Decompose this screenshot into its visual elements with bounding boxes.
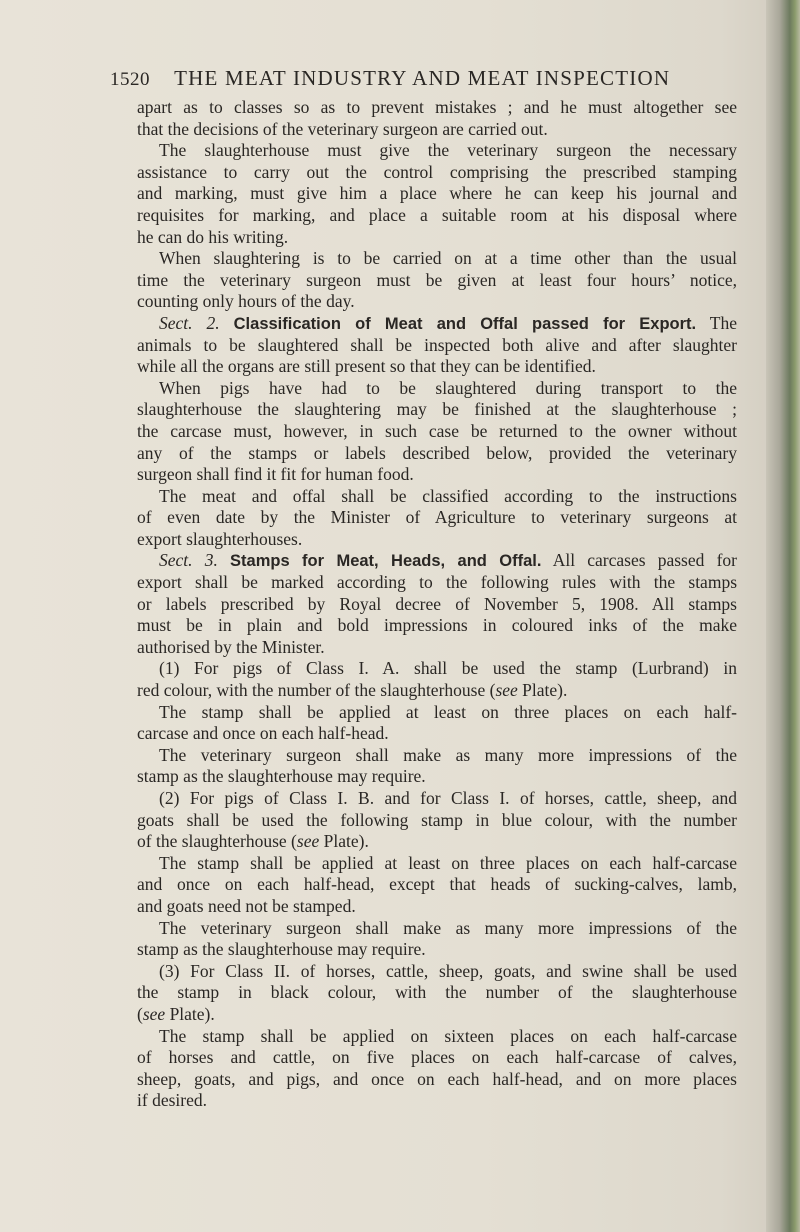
- text-line: sheep, goats, and pigs, and once on each half-head, and on more places: [137, 1068, 737, 1089]
- see-reference: see: [495, 680, 518, 701]
- text-line: or labels prescribed by Royal decree of November 5, 1908. All stamps: [137, 593, 737, 614]
- line-text: The: [709, 312, 738, 333]
- text-line: [137, 550, 737, 572]
- text-line: he can do his writing.: [137, 226, 289, 247]
- text-line: the stamp in black colour, with the number of the slaughterhouse: [137, 982, 737, 1003]
- line-text: Plate).: [165, 1003, 215, 1024]
- line-text: of the slaughterhouse (: [137, 831, 297, 852]
- text-line: of horses and cattle, on five places on each half-carcase of calves,: [137, 1047, 737, 1068]
- text-line: must be in plain and bold impressions in coloured inks of the make: [137, 615, 737, 636]
- text-line: slaughterhouse the slaughtering may be finished at the slaughterhouse ;: [137, 399, 737, 420]
- section-heading: Classification of Meat and Offal passed for Export.: [233, 314, 697, 333]
- text-line: requisites for marking, and place a suitable room at his disposal where: [137, 204, 737, 225]
- text-line: stamp as the slaughterhouse may require.: [137, 939, 426, 960]
- text-line: goats shall be used the following stamp in blue colour, with the number: [137, 809, 737, 830]
- page-edge: [766, 0, 800, 1232]
- text-line: while all the organs are still present so that they can be identified.: [137, 356, 596, 377]
- section-number: Sect. 2.: [159, 312, 220, 333]
- text-line: (2) For pigs of Class I. B. and for Class I. of horses, cattle, sheep, and: [159, 788, 737, 808]
- text-line: and marking, must give him a place where he can keep his journal and: [137, 183, 737, 204]
- text-line: apart as to classes so as to prevent mistakes ; and he must altogether see: [137, 97, 737, 117]
- text-line: that the decisions of the veterinary surgeon are carried out.: [137, 118, 548, 139]
- text-line: the carcase must, however, in such case be returned to the owner without: [137, 420, 737, 441]
- text-line: The stamp shall be applied on sixteen places on each half-carcase: [159, 1025, 737, 1046]
- text-line: When slaughtering is to be carried on at a time other than the usual: [159, 248, 737, 269]
- text-line: animals to be slaughtered shall be inspected both alive and after slaughter: [137, 334, 737, 355]
- body-text: [137, 97, 737, 1112]
- text-line: counting only hours of the day.: [137, 291, 355, 312]
- running-header: [110, 66, 750, 96]
- text-line: if desired.: [137, 1090, 207, 1111]
- text-line: stamp as the slaughterhouse may require.: [137, 766, 426, 787]
- see-reference: see: [296, 831, 320, 852]
- text-line: authorised by the Minister.: [137, 636, 325, 657]
- text-line: carcase and once on each half-head.: [137, 723, 389, 744]
- page-number: 1520: [110, 69, 150, 90]
- text-line: and goats need not be stamped.: [137, 895, 356, 916]
- line-text: All carcases passed for: [552, 550, 737, 571]
- line-text: (: [137, 1003, 143, 1024]
- text-line: (1) For pigs of Class I. A. shall be used the stamp (Lurbrand) in: [159, 658, 737, 679]
- text-line: (3) For Class II. of horses, cattle, sheep, goats, and swine shall be used: [159, 960, 737, 981]
- text-line: export slaughterhouses.: [137, 528, 303, 549]
- text-line: The stamp shall be applied at least on three places on each half-carcase: [159, 852, 737, 873]
- text-line: assistance to carry out the control comprising the prescribed stamping: [137, 161, 737, 182]
- running-title: THE MEAT INDUSTRY AND MEAT INSPECTION: [174, 66, 671, 90]
- text-line: surgeon shall find it fit for human food.: [137, 464, 414, 485]
- text-line: The veterinary surgeon shall make as many more impressions of the: [159, 917, 737, 938]
- text-line: The meat and offal shall be classified according to the instructions: [159, 485, 737, 506]
- section-number: Sect. 3.: [159, 550, 218, 571]
- text-line: [137, 680, 737, 702]
- text-line: The stamp shall be applied at least on three places on each half-: [159, 701, 737, 722]
- line-text: Plate).: [319, 831, 369, 852]
- line-text: red colour, with the number of the slaughterhouse (: [137, 680, 496, 701]
- text-line: The veterinary surgeon shall make as many more impressions of the: [159, 744, 737, 765]
- text-line: time the veterinary surgeon must be given at least four hours’ notice,: [137, 269, 737, 290]
- text-line: any of the stamps or labels described below, provided the veterinary: [137, 442, 737, 463]
- text-line: When pigs have had to be slaughtered during transport to the: [159, 377, 737, 398]
- text-line: [137, 831, 737, 853]
- text-line: [137, 313, 737, 335]
- text-line: [137, 1004, 737, 1026]
- text-line: of even date by the Minister of Agriculture to veterinary surgeons at: [137, 507, 737, 528]
- line-text: Plate).: [517, 680, 568, 701]
- see-reference: see: [142, 1003, 166, 1024]
- text-line: and once on each half-head, except that heads of sucking-calves, lamb,: [137, 874, 737, 895]
- text-line: export shall be marked according to the following rules with the stamps: [137, 572, 737, 593]
- text-line: The slaughterhouse must give the veterinary surgeon the necessary: [159, 140, 737, 161]
- section-heading: Stamps for Meat, Heads, and Offal.: [230, 552, 542, 571]
